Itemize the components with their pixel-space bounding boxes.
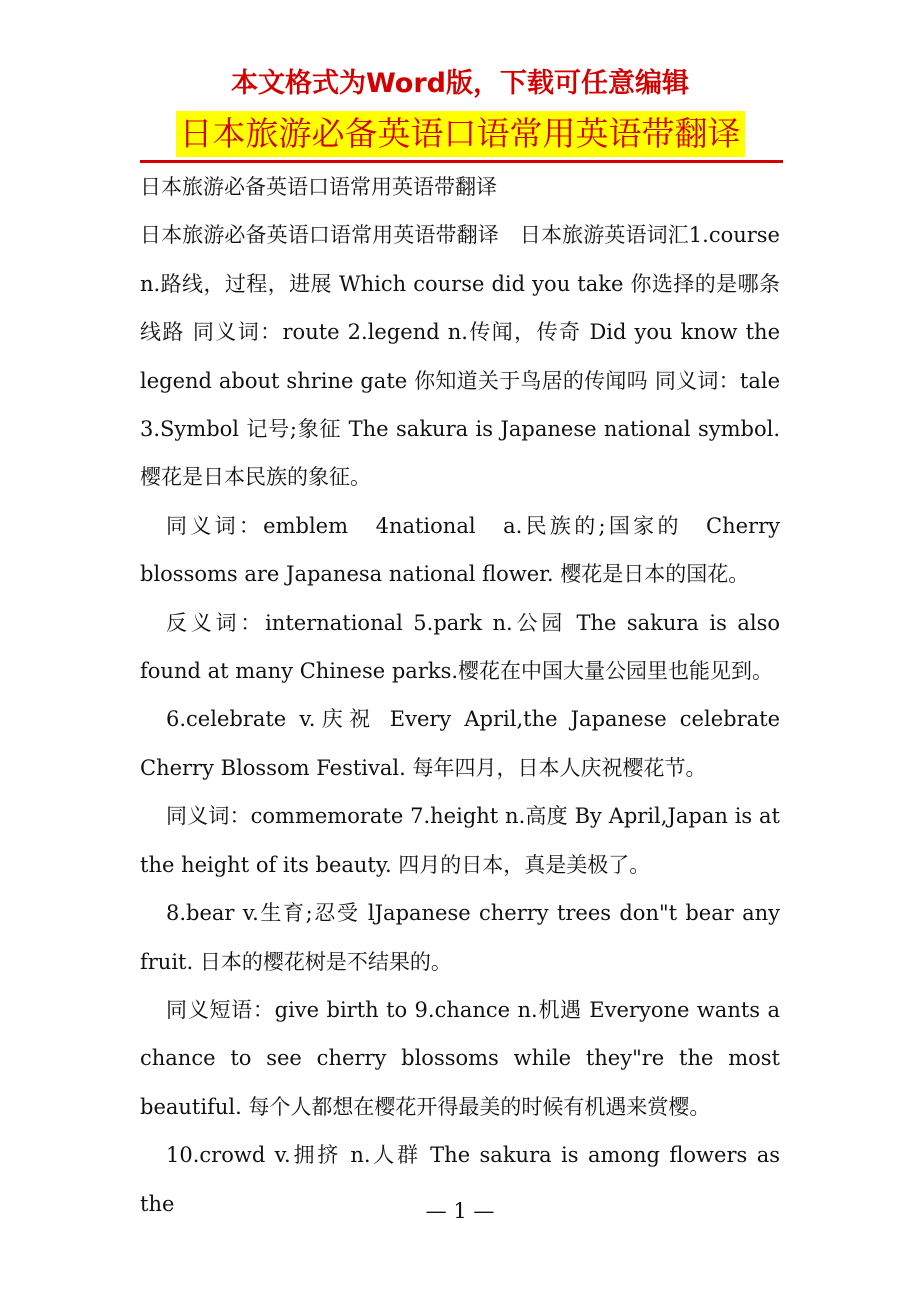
document-title: 日本旅游必备英语口语常用英语带翻译 bbox=[176, 111, 745, 157]
paragraph-6: 同义词：commemorate 7.height n.高度 By April,Japan is at the height of its beauty. 四月的日本，真是美极了。 bbox=[140, 804, 780, 877]
paragraph-7: 8.bear v.生育;忍受 lJapanese cherry trees don"t bear any fruit. 日本的樱花树是不结果的。 bbox=[140, 901, 780, 974]
paragraph-3: 同义词：emblem 4national a.民族的;国家的 Cherry blossoms are Japanesa national flower. 樱花是日本的国花。 bbox=[140, 513, 780, 587]
paragraph-4: 反义词：international 5.park n.公园 The sakura is also found at many Chinese parks.樱花在中国大量公园里也能见到。 bbox=[140, 610, 780, 684]
page-number: — 1 — bbox=[425, 1199, 495, 1223]
document-body bbox=[140, 163, 780, 1228]
paragraph-8: 同义短语：give birth to 9.chance n.机遇 Everyone wants a chance to see cherry blossoms while they"re the most beautiful. 每个人都想在樱花开得最美的时候有机遇来赏樱。 bbox=[140, 997, 780, 1119]
paragraph-5: 6.celebrate v.庆祝 Every April,the Japanese celebrate Cherry Blossom Festival. 每年四月，日本人庆祝樱花节。 bbox=[140, 707, 780, 780]
paragraph-1: 日本旅游必备英语口语常用英语带翻译 bbox=[140, 175, 497, 199]
title-wrapper bbox=[0, 111, 920, 157]
paragraph-9: 10.crowd v.拥挤 n.人群 The sakura is among flowers as the bbox=[140, 1143, 780, 1216]
paragraph-2: 日本旅游必备英语口语常用英语带翻译 日本旅游英语词汇1.course n.路线，过程，进展 Which course did you take 你选择的是哪条线路 同义词：route 2.legend n.传闻，传奇 Did you know the legend about shrine gate 你知道关于鸟居的传闻吗 同义词：tale 3.Symbol 记号;象征 The sakura is Japanese national symbol. 樱花是日本民族的象征。 bbox=[140, 223, 780, 490]
format-notice: 本文格式为Word版，下载可任意编辑 bbox=[230, 68, 689, 99]
